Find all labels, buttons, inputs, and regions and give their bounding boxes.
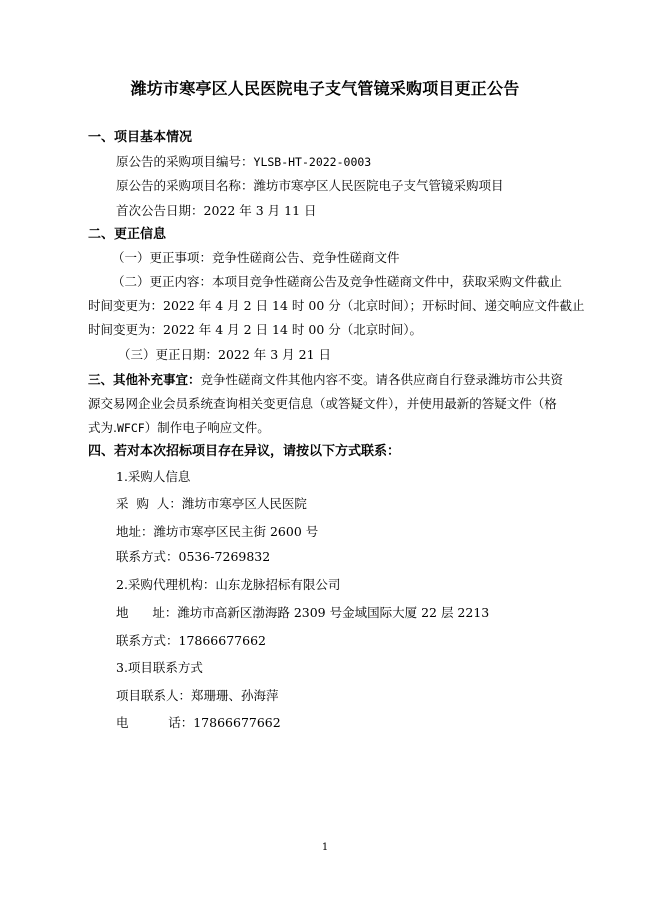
correction-item-2-line2: 时间变更为：2022 年 4 月 2 日 14 时 00 分（北京时间）；开标时间、递交响应文件截止	[88, 298, 585, 313]
purchaser-name: 采 购 人：潍坊市寒亭区人民医院	[116, 496, 307, 511]
project-name-line: 原公告的采购项目名称：潍坊市寒亭区人民医院电子支气管镜采购项目	[116, 178, 504, 193]
section1-heading: 一、项目基本情况	[88, 130, 193, 145]
correction-item-1: （一）更正事项：竞争性磋商公告、竞争性磋商文件	[112, 250, 400, 265]
section3-line3: 式为.WFCF）制作电子响应文件。	[88, 420, 270, 435]
document-title: 潍坊市寒亭区人民医院电子支气管镜采购项目更正公告	[130, 79, 520, 98]
correction-item-3: （三）更正日期：2022 年 3 月 21 日	[118, 347, 332, 362]
section3-heading: 三、其他补充事宜：	[88, 372, 201, 387]
correction-item-2-line1: （二）更正内容：本项目竞争性磋商公告及竞争性磋商文件中，获取采购文件截止	[112, 274, 563, 289]
project-contact-persons: 项目联系人：郑珊珊、孙海萍	[116, 688, 279, 703]
agency-address: 地 址：潍坊市高新区渤海路 2309 号金域国际大厦 22 层 2213	[116, 605, 490, 620]
project-number-label: 原公告的采购项目编号：	[116, 154, 254, 169]
section4-heading: 四、若对本次招标项目存在异议，请按以下方式联系：	[88, 444, 401, 459]
correction-item-2-line3: 时间变更为：2022 年 4 月 2 日 14 时 00 分（北京时间）。	[88, 322, 423, 337]
purchaser-info-heading: 1.采购人信息	[116, 469, 191, 484]
agency-contact: 联系方式：17866677662	[116, 633, 266, 648]
agency-heading: 2.采购代理机构：山东龙脉招标有限公司	[116, 577, 341, 592]
section3-line1	[88, 372, 563, 388]
section3-line2: 源交易网企业会员系统查询相关变更信息（或答疑文件），并使用最新的答疑文件（格	[88, 396, 557, 411]
project-number-value: YLSB-HT-2022-0003	[253, 155, 372, 169]
project-contact-phone: 电 话：17866677662	[116, 715, 281, 730]
project-contact-heading: 3.项目联系方式	[116, 660, 203, 675]
purchaser-address: 地址：潍坊市寒亭区民主街 2600 号	[116, 524, 319, 539]
section3-line1-text: 竞争性磋商文件其他内容不变。请各供应商自行登录潍坊市公共资	[200, 372, 564, 387]
first-notice-date: 首次公告日期：2022 年 3 月 11 日	[116, 203, 317, 218]
section2-heading: 二、更正信息	[88, 227, 167, 242]
project-number-line	[116, 154, 371, 170]
purchaser-contact: 联系方式：0536-7269832	[116, 549, 271, 564]
page-number: 1	[321, 842, 329, 853]
